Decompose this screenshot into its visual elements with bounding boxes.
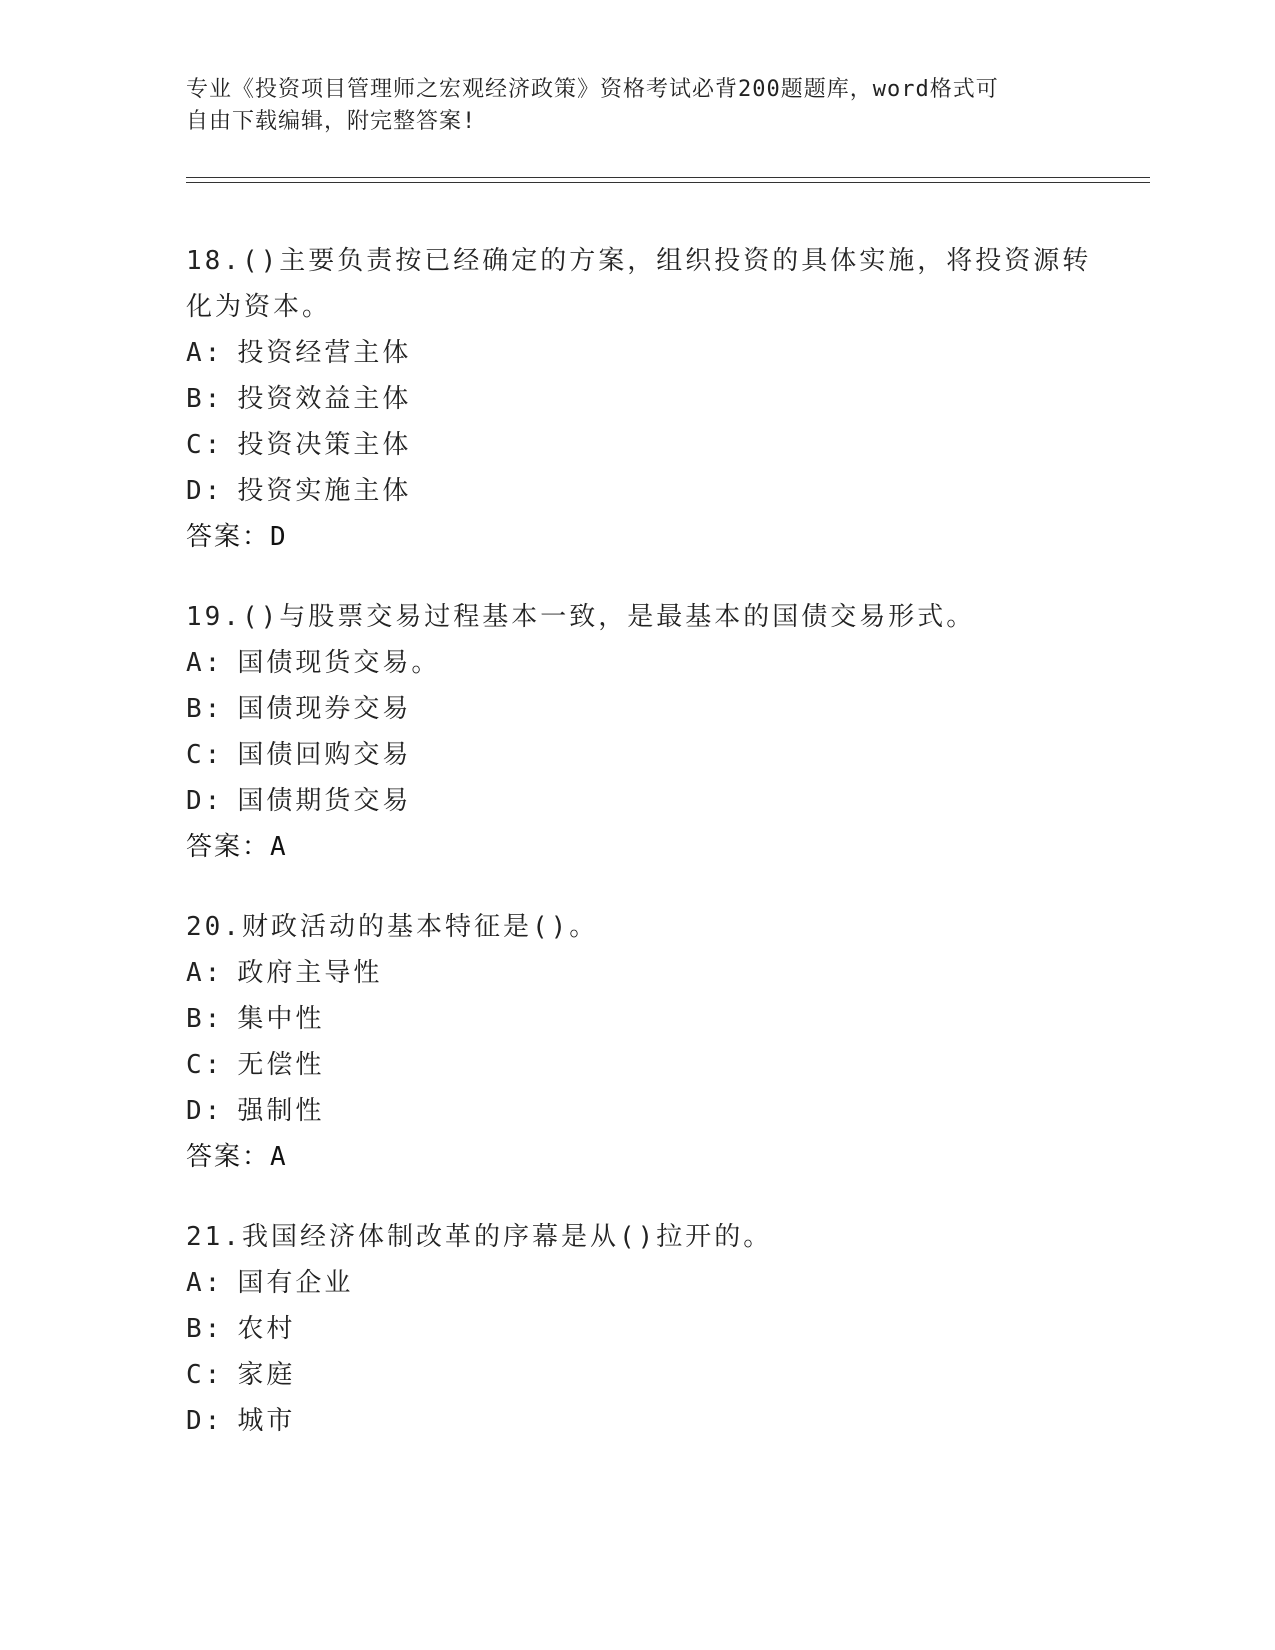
- question-list: [186, 238, 1092, 1478]
- option-b: [186, 686, 1086, 732]
- stem-line: 化为资本。: [186, 292, 332, 322]
- option-c: [186, 1352, 1086, 1398]
- header-line-2: 自由下载编辑，附完整答案!: [186, 109, 477, 134]
- option-d: [186, 468, 1086, 514]
- option-letter: B:: [186, 1004, 224, 1034]
- option-letter: B:: [186, 1314, 224, 1344]
- option-text: 集中性: [237, 1004, 325, 1034]
- answer-label: 答案：: [186, 832, 271, 862]
- answer-value: D: [270, 522, 288, 552]
- option-d: [186, 778, 1086, 824]
- option-text: 投资实施主体: [237, 476, 412, 506]
- answer-value: A: [270, 832, 288, 862]
- option-c: [186, 422, 1086, 468]
- option-text: 强制性: [237, 1096, 325, 1126]
- option-text: 家庭: [237, 1360, 296, 1390]
- option-text: 无偿性: [237, 1050, 325, 1080]
- option-text: 投资决策主体: [237, 430, 412, 460]
- option-letter: A:: [186, 648, 224, 678]
- option-letter: D:: [186, 476, 224, 506]
- answer-line: [186, 514, 1086, 560]
- option-letter: A:: [186, 958, 224, 988]
- option-letter: A:: [186, 1268, 224, 1298]
- option-letter: B:: [186, 694, 224, 724]
- option-letter: D:: [186, 786, 224, 816]
- option-b: [186, 996, 1086, 1042]
- answer-label: 答案：: [186, 1142, 271, 1172]
- option-c: [186, 732, 1086, 778]
- option-letter: D:: [186, 1406, 224, 1436]
- option-text: 农村: [237, 1314, 296, 1344]
- stem-line: 18.()主要负责按已经确定的方案，组织投资的具体实施，将投资源转: [186, 246, 1092, 276]
- stem-line: 20.财政活动的基本特征是()。: [186, 912, 599, 942]
- option-letter: C:: [186, 1360, 224, 1390]
- question-stem: [186, 904, 1086, 950]
- question-18: [186, 238, 1092, 560]
- option-a: [186, 330, 1086, 376]
- option-letter: A:: [186, 338, 224, 368]
- option-text: 国债回购交易: [237, 740, 412, 770]
- header-rule-top: [186, 177, 1150, 178]
- question-20: [186, 904, 1086, 1180]
- answer-value: A: [270, 1142, 288, 1172]
- option-text: 投资效益主体: [237, 384, 412, 414]
- answer-label: 答案：: [186, 522, 271, 552]
- option-text: 城市: [237, 1406, 296, 1436]
- answer-line: [186, 824, 1086, 870]
- option-text: 政府主导性: [237, 958, 383, 988]
- option-d: [186, 1088, 1086, 1134]
- page-header: [186, 74, 1086, 138]
- option-letter: C:: [186, 430, 224, 460]
- header-line-1: 专业《投资项目管理师之宏观经济政策》资格考试必背200题题库，word格式可: [186, 77, 999, 102]
- option-text: 国债现货交易。: [237, 648, 441, 678]
- option-letter: B:: [186, 384, 224, 414]
- option-text: 国债现券交易: [237, 694, 412, 724]
- option-text: 国债期货交易: [237, 786, 412, 816]
- question-21: [186, 1214, 1086, 1444]
- question-19: [186, 594, 1086, 870]
- stem-line: 19.()与股票交易过程基本一致，是最基本的国债交易形式。: [186, 602, 976, 632]
- option-d: [186, 1398, 1086, 1444]
- option-a: [186, 640, 1086, 686]
- option-text: 投资经营主体: [237, 338, 412, 368]
- option-letter: C:: [186, 740, 224, 770]
- option-b: [186, 376, 1086, 422]
- option-letter: C:: [186, 1050, 224, 1080]
- header-rule-bottom: [186, 182, 1150, 183]
- question-stem: [186, 1214, 1086, 1260]
- question-stem: [186, 594, 1086, 640]
- option-a: [186, 950, 1086, 996]
- option-c: [186, 1042, 1086, 1088]
- option-text: 国有企业: [237, 1268, 354, 1298]
- answer-line: [186, 1134, 1086, 1180]
- option-a: [186, 1260, 1086, 1306]
- question-stem: [186, 238, 1092, 330]
- stem-line: 21.我国经济体制改革的序幕是从()拉开的。: [186, 1222, 773, 1252]
- option-b: [186, 1306, 1086, 1352]
- option-letter: D:: [186, 1096, 224, 1126]
